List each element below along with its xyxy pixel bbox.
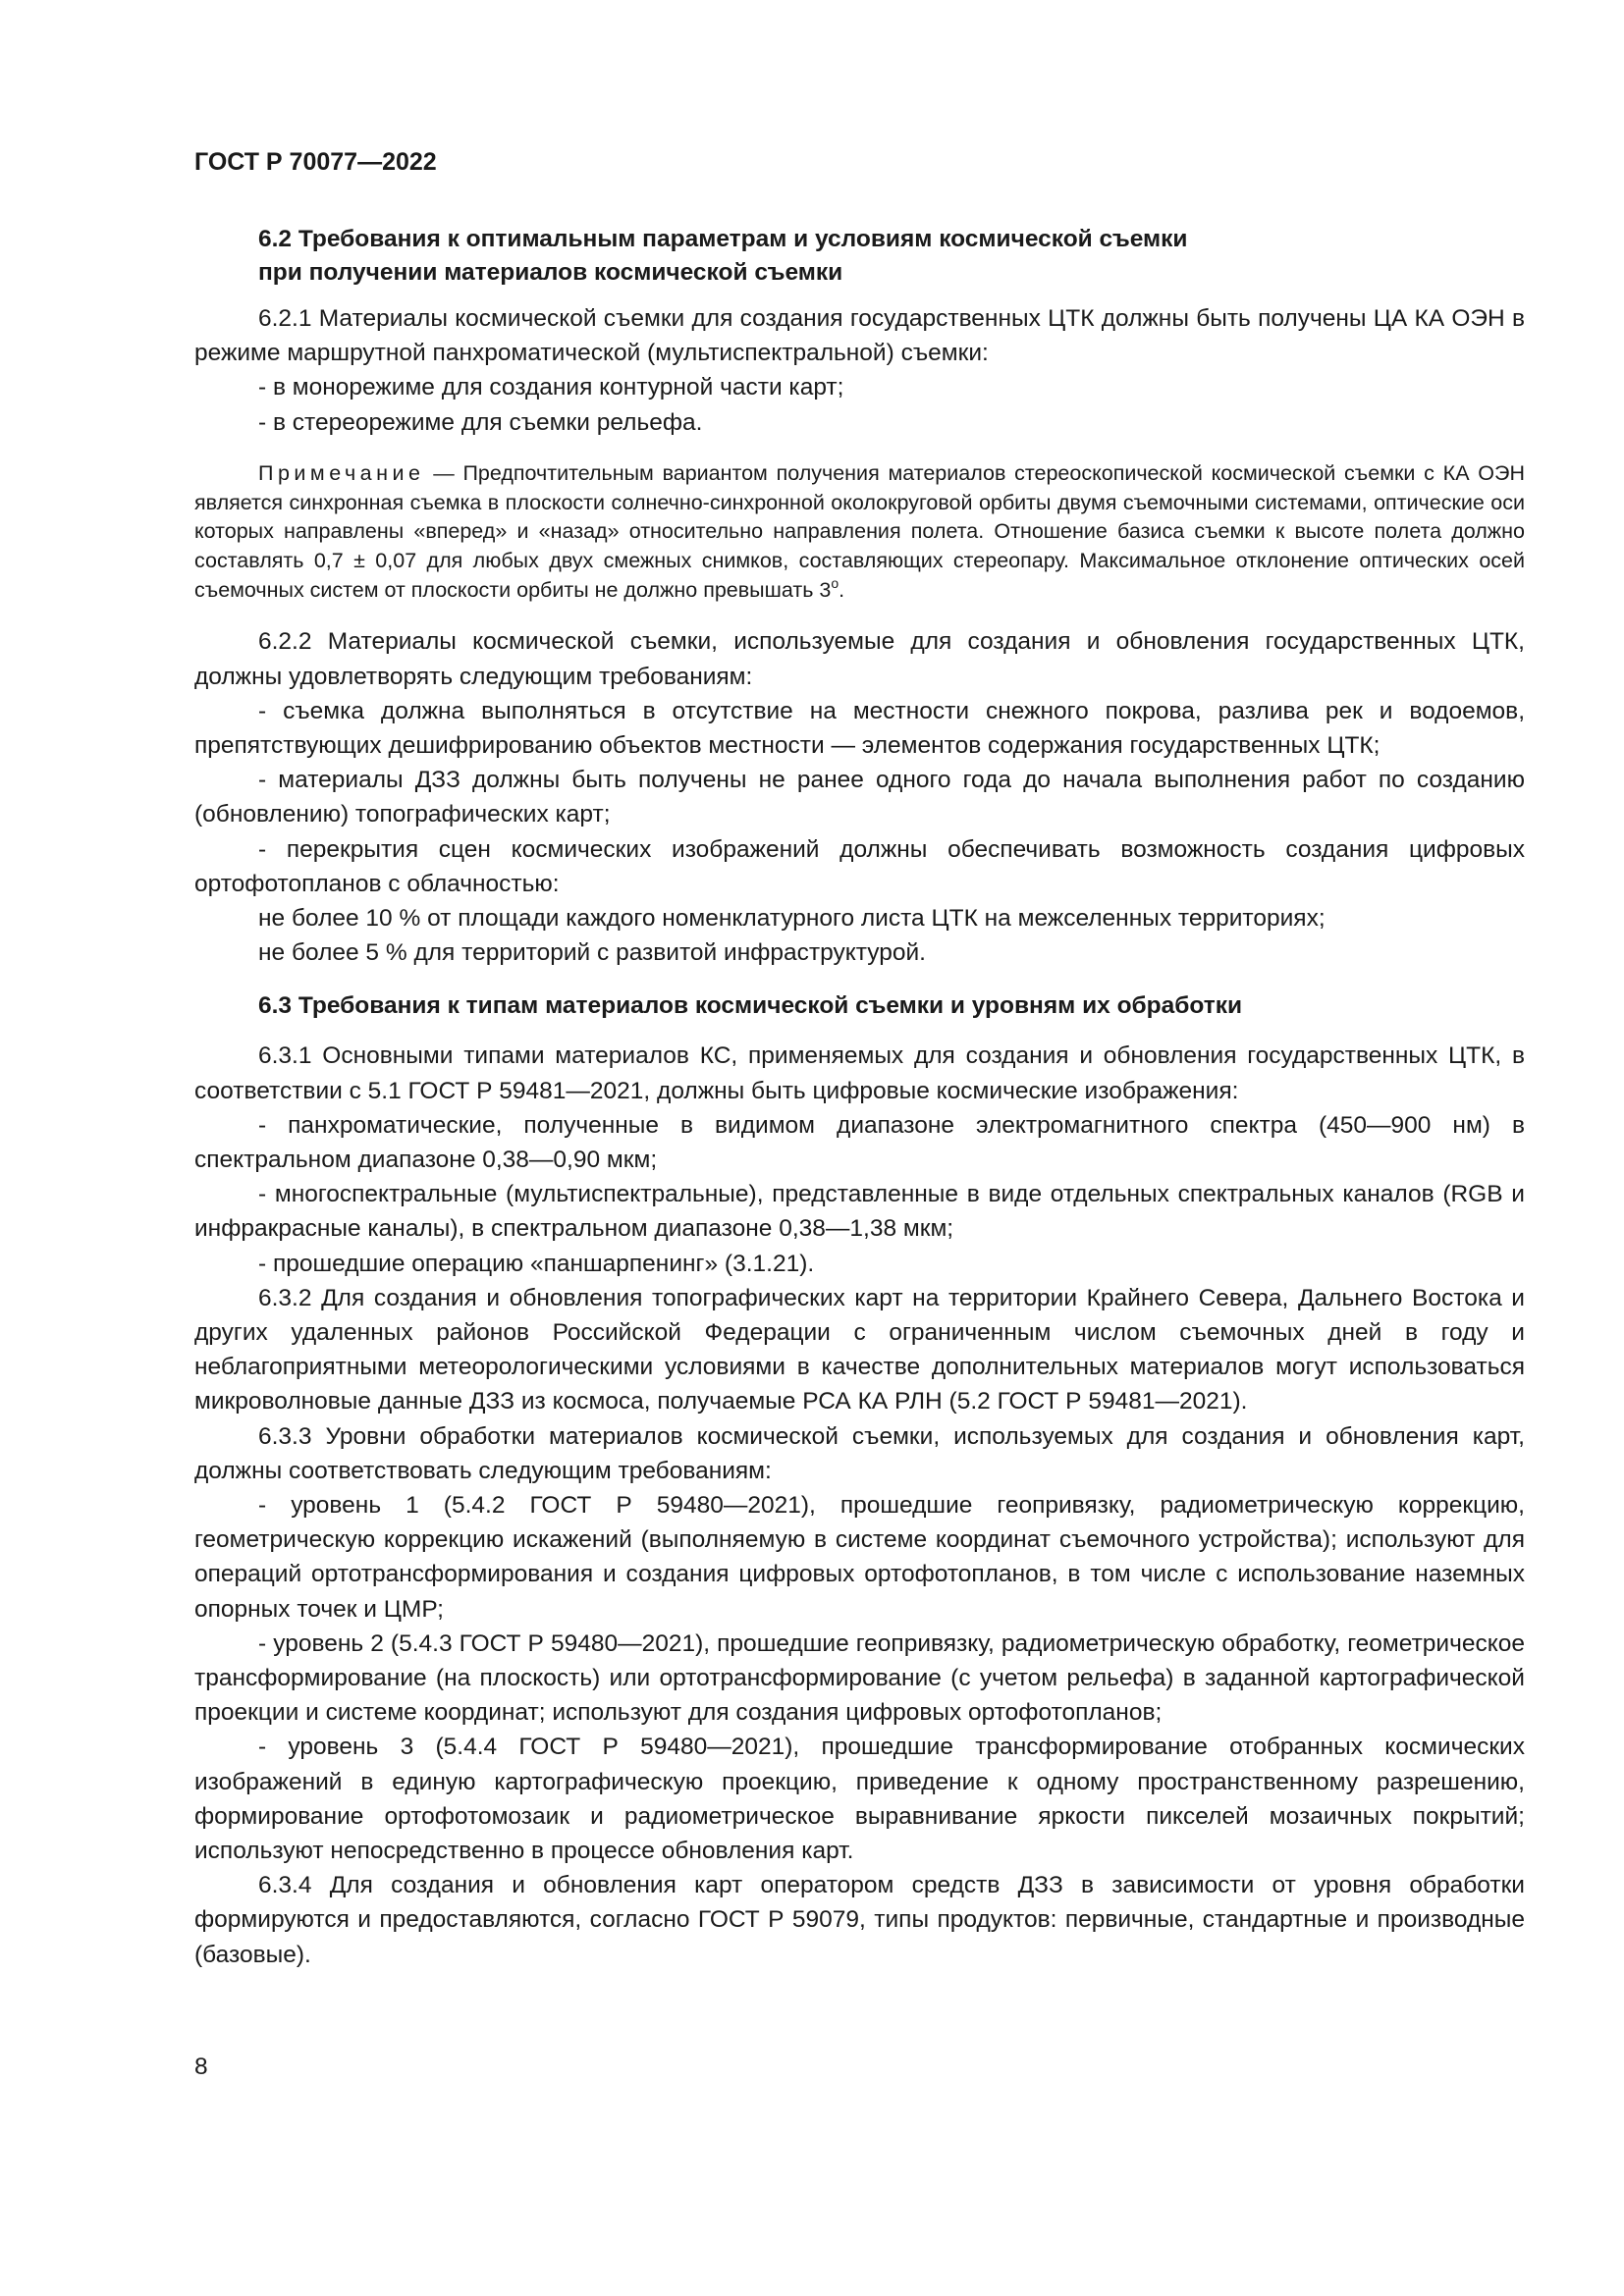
section-6-2-title-line-2: при получении материалов космической съемки <box>258 259 843 286</box>
paragraph-6-3-3: 6.3.3 Уровни обработки материалов космической съемки, используемых для создания и обновления карт, должны соответствовать следующим требованиям: <box>194 1422 1525 1484</box>
list-item: - материалы ДЗЗ должны быть получены не ранее одного года до начала выполнения работ по созданию (обновлению) топографических карт; <box>194 767 1525 828</box>
note-label: Примечание <box>258 460 425 485</box>
section-6-2-title-line-1: 6.2 Требования к оптимальным параметрам и условиям космической съемки <box>258 226 1188 252</box>
paragraph-6-3-1: 6.3.1 Основными типами материалов КС, применяемых для создания и обновления государственных ЦТК, в соответствии с 5.1 ГОСТ Р 59481—2021, должны быть цифровые космические изображения: <box>194 1042 1525 1104</box>
list-item: - в монорежиме для создания контурной части карт; <box>258 374 844 401</box>
list-item: - уровень 3 (5.4.4 ГОСТ Р 59480—2021), прошедшие трансформирование отобранных космических изображений в единую картографическую проекцию, приведение к одному пространственному разрешению, формирование ортофотомозаик и радиометрическое выравнивание яркости пикселей мозаичных покрытий; используют непосредственно в процессе обновления карт. <box>194 1734 1525 1865</box>
note-paragraph <box>194 459 1525 606</box>
degree-mark: о <box>831 574 839 591</box>
note-text: — Предпочтительным вариантом получения материалов стереоскопической космической съемки с КА ОЭН является синхронная съемка в плоскости солнечно-синхронной околокруговой орбиты двумя съемочными системами, оптические оси которых направлены «вперед» и «назад» относительно направления полета. Отношение базиса съемки к высоте полета должно составлять 0,7 ± 0,07 для любых двух смежных снимков, составляющих стереопару. Максимальное отклонение оптических осей съемочных систем от плоскости орбиты не должно превышать 3 <box>194 460 1525 602</box>
document-header: ГОСТ Р 70077—2022 <box>194 148 437 176</box>
list-item: не более 10 % от площади каждого номенклатурного листа ЦТК на межселенных территориях; <box>258 904 1326 932</box>
list-item: - съемка должна выполняться в отсутствие на местности снежного покрова, разлива рек и водоемов, препятствующих дешифрированию объектов местности — элементов содержания государственных ЦТК; <box>194 697 1525 759</box>
list-item: - уровень 1 (5.4.2 ГОСТ Р 59480—2021), прошедшие геопривязку, радиометрическую коррекцию, геометрическую коррекцию искажений (выполняемую в системе координат съемочного устройства); используют для операций ортотрансформирования и создания цифровых ортофотопланов, в том числе с использование наземных опорных точек и ЦМР; <box>194 1492 1525 1623</box>
list-item: - перекрытия сцен космических изображений должны обеспечивать возможность создания цифровых ортофотопланов с облачностью: <box>194 835 1525 897</box>
paragraph-6-3-2: 6.3.2 Для создания и обновления топографических карт на территории Крайнего Севера, Дальнего Востока и других удаленных районов Российской Федерации с ограниченным числом съемочных дней в году и неблагоприятными метеорологическими условиями в качестве дополнительных материалов могут использоваться микроволновые данные ДЗЗ из космоса, получаемые РСА КА РЛН (5.2 ГОСТ Р 59481—2021). <box>194 1284 1525 1415</box>
list-item: - панхроматические, полученные в видимом диапазоне электромагнитного спектра (450—900 нм) в спектральном диапазоне 0,38—0,90 мкм; <box>194 1111 1525 1173</box>
list-item: - в стереорежиме для съемки рельефа. <box>258 408 703 436</box>
paragraph-6-2-1: 6.2.1 Материалы космической съемки для создания государственных ЦТК должны быть получены ЦА КА ОЭН в режиме маршрутной панхроматической (мультиспектральной) съемки: <box>194 305 1525 367</box>
list-item: - многоспектральные (мультиспектральные), представленные в виде отдельных спектральных каналов (RGB и инфракрасные каналы), в спектральном диапазоне 0,38—1,38 мкм; <box>194 1181 1525 1243</box>
document-page <box>194 147 1525 1972</box>
page-number: 8 <box>194 2054 208 2080</box>
section-6-3-title: 6.3 Требования к типам материалов космической съемки и уровням их обработки <box>258 992 1243 1020</box>
section-6-2-title <box>194 223 1525 290</box>
paragraph-6-2-2: 6.2.2 Материалы космической съемки, используемые для создания и обновления государственных ЦТК, должны удовлетворять следующим требованиям: <box>194 628 1525 690</box>
list-item: - уровень 2 (5.4.3 ГОСТ Р 59480—2021), прошедшие геопривязку, радиометрическую обработку, геометрическое трансформирование (на плоскость) или ортотрансформирование (с учетом рельефа) в заданной картографической проекции и системе координат; используют для создания цифровых ортофотопланов; <box>194 1629 1525 1727</box>
note-end: . <box>839 577 845 602</box>
list-item: не более 5 % для территорий с развитой инфраструктурой. <box>258 939 926 967</box>
paragraph-6-3-4: 6.3.4 Для создания и обновления карт оператором средств ДЗЗ в зависимости от уровня обработки формируются и предоставляются, согласно ГОСТ Р 59079, типы продуктов: первичные, стандартные и производные (базовые). <box>194 1872 1525 1968</box>
list-item: - прошедшие операцию «паншарпенинг» (3.1.21). <box>258 1250 815 1277</box>
